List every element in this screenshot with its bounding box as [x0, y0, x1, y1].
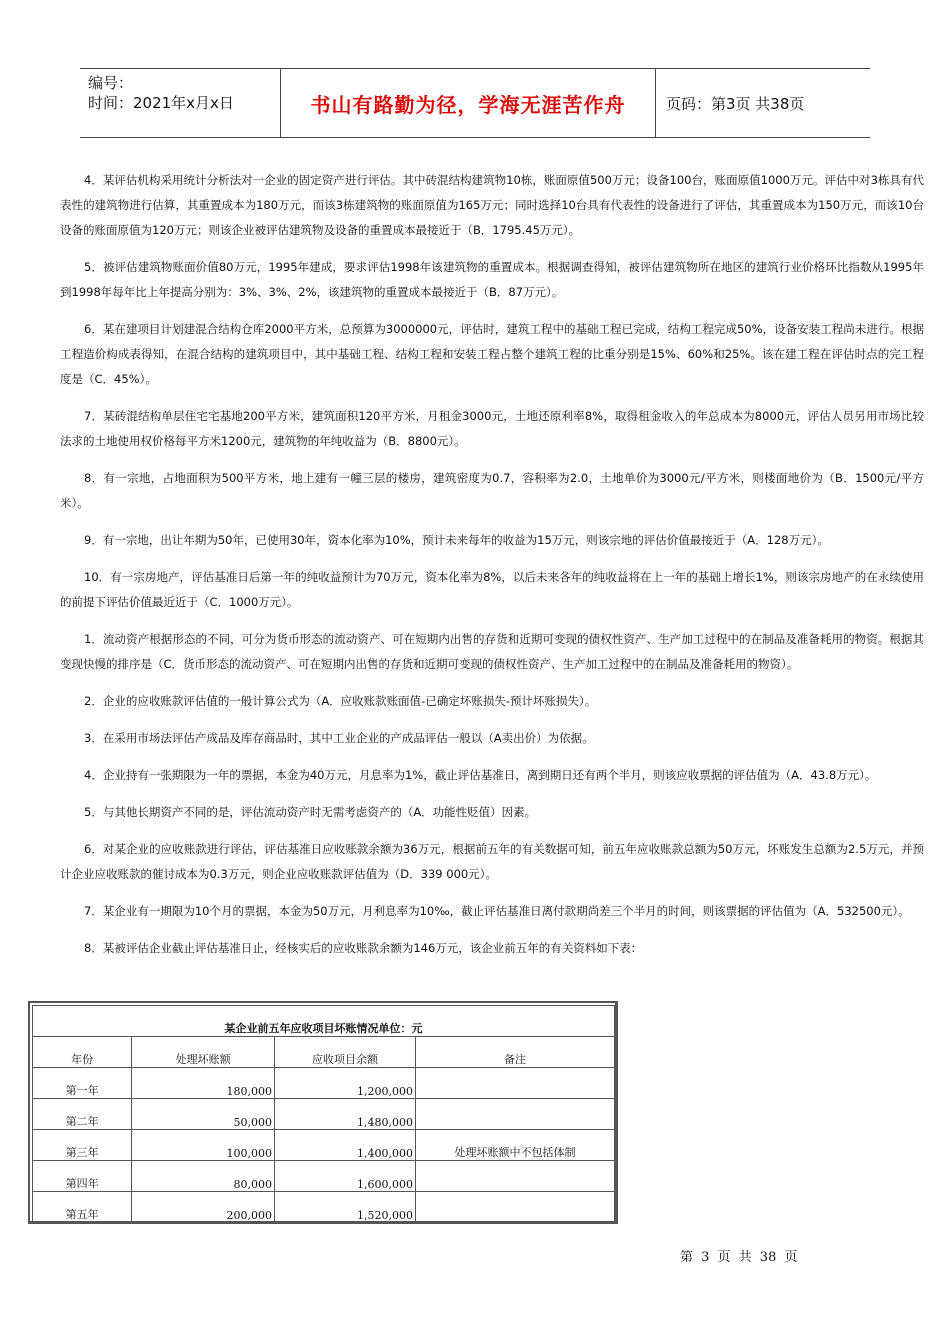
column-header: 应收项目余额 — [274, 1037, 415, 1068]
receivable-cell: 1,400,000 — [274, 1130, 415, 1161]
paragraph: 10．有一宗房地产，评估基准日后第一年的纯收益预计为70万元，资本化率为8%，以后未来各年的纯收益将在上一年的基础上增长1%，则该宗房地产的在永续使用的前提下评估价值最近近于（C．1000万元）。 — [60, 570, 924, 609]
table-row — [33, 1068, 615, 1099]
paragraph: 1．流动资产根据形态的不同，可分为货币形态的流动资产、可在短期内出售的存货和近期可变现的债权性资产、生产加工过程中的在制品及准备耗用的物资。根据其变现快慢的排序是（C．货币形态的流动资产、可在短期内出售的存货和近期可变现的债权性资产、生产加工过程中的在制品及准备耗用的物资）。 — [60, 632, 924, 671]
page-footer: 第 3 页 共 38 页 — [680, 1250, 798, 1265]
year-cell: 第五年 — [33, 1192, 132, 1223]
bad-debt-cell: 50,000 — [132, 1099, 275, 1130]
table-title-row — [33, 1006, 615, 1037]
table-header-row — [33, 1037, 615, 1068]
column-header: 处理坏账额 — [132, 1037, 275, 1068]
paragraph: 3．在采用市场法评估产成品及库存商品时，其中工业企业的产成品评估一般以（A卖出价）为依据。 — [84, 731, 594, 745]
bad-debt-cell: 200,000 — [132, 1192, 275, 1223]
year-cell: 第三年 — [33, 1130, 132, 1161]
time-label: 时间：2021年x月x日 — [88, 94, 234, 112]
bad-debt-table — [32, 1005, 615, 1223]
paragraph: 6．对某企业的应收账款进行评估，评估基准日应收账款余额为36万元，根据前五年的有关数据可知，前五年应收账款总额为50万元，坏账发生总额为2.5万元，并预计企业应收账款的催讨成本为0.3万元，则企业应收账款评估值为（D．339 000元）。 — [60, 842, 924, 881]
year-cell: 第一年 — [33, 1068, 132, 1099]
table-row — [33, 1130, 615, 1161]
number-label: 编号： — [88, 74, 134, 92]
paragraph: 2．企业的应收账款评估值的一般计算公式为（A．应收账款账面值-已确定坏账损失-预计坏账损失）。 — [84, 694, 597, 708]
column-header: 年份 — [33, 1037, 132, 1068]
table-title: 某企业前五年应收项目坏账情况单位：元 — [33, 1006, 615, 1037]
note-cell — [416, 1099, 615, 1130]
paragraph: 7．某砖混结构单层住宅宅基地200平方米，建筑面积120平方米，月租金3000元，土地还原利率8%，取得租金收入的年总成本为8000元，评估人员另用市场比较法求的土地使用权价格每平方米1200元，建筑物的年纯收益为（B．8800元）。 — [60, 409, 924, 448]
note-cell — [416, 1161, 615, 1192]
page-header — [80, 68, 870, 138]
note-cell: 处理坏账额中不包括体制 — [416, 1130, 615, 1161]
paragraph: 7．某企业有一期限为10个月的票据，本金为50万元，月利息率为10‰，截止评估基准日离付款期尚差三个半月的时间，则该票据的评估值为（A．532500元）。 — [84, 904, 910, 918]
paragraph: 6．某在建项目计划建混合结构仓库2000平方米，总预算为3000000元，评估时，建筑工程中的基础工程已完成，结构工程完成50%，设备安装工程尚未进行。根据工程造价构成表得知，在混合结构的建筑项目中，其中基础工程、结构工程和安装工程占整个建筑工程的比重分别是15%、60%和25%。该在建工程在评估时点的完工程度是（C．45%）。 — [60, 322, 924, 386]
paragraph: 8．有一宗地，占地面积为500平方米，地上建有一幢三层的楼房，建筑密度为0.7，容积率为2.0，土地单价为3000元/平方米，则楼面地价为（B．1500元/平方米）。 — [60, 471, 924, 510]
receivable-cell: 1,480,000 — [274, 1099, 415, 1130]
year-cell: 第二年 — [33, 1099, 132, 1130]
note-cell — [416, 1068, 615, 1099]
page-indicator: 页码：第3页 共38页 — [666, 94, 805, 113]
table-row — [33, 1161, 615, 1192]
receivable-cell: 1,520,000 — [274, 1192, 415, 1223]
column-header: 备注 — [416, 1037, 615, 1068]
year-cell: 第四年 — [33, 1161, 132, 1192]
bad-debt-cell: 100,000 — [132, 1130, 275, 1161]
note-cell — [416, 1192, 615, 1223]
header-info — [80, 69, 280, 137]
paragraph: 9．有一宗地，出让年期为50年，已使用30年，资本化率为10%，预计未来每年的收益为15万元，则该宗地的评估价值最接近于（A．128万元）。 — [84, 533, 829, 547]
receivable-cell: 1,600,000 — [274, 1161, 415, 1192]
table-row — [33, 1192, 615, 1223]
bad-debt-cell: 80,000 — [132, 1161, 275, 1192]
paragraph: 5．与其他长期资产不同的是，评估流动资产时无需考虑资产的（A．功能性贬值）因素。 — [84, 805, 537, 819]
paragraph: 8．某被评估企业截止评估基准日止，经核实后的应收账款余额为146万元，该企业前五年的有关资料如下表： — [84, 941, 643, 955]
bad-debt-cell: 180,000 — [132, 1068, 275, 1099]
document-body — [60, 168, 924, 973]
table-row — [33, 1099, 615, 1130]
bad-debt-table-frame — [28, 1001, 618, 1224]
motto: 书山有路勤为径，学海无涯苦作舟 — [280, 69, 656, 137]
paragraph: 5．被评估建筑物账面价值80万元，1995年建成，要求评估1998年该建筑物的重置成本。根据调查得知，被评估建筑物所在地区的建筑行业价格环比指数从1995年到1998年每年比上年提高分别为：3%、3%、2%，该建筑物的重置成本最接近于（B．87万元）。 — [60, 260, 924, 299]
receivable-cell: 1,200,000 — [274, 1068, 415, 1099]
paragraph: 4．企业持有一张期限为一年的票据，本金为40万元，月息率为1%，截止评估基准日，离到期日还有两个半月，则该应收票据的评估值为（A．43.8万元）。 — [84, 768, 877, 782]
paragraph: 4．某评估机构采用统计分析法对一企业的固定资产进行评估。其中砖混结构建筑物10栋，账面原值500万元；设备100台，账面原值1000万元。评估中对3栋具有代表性的建筑物进行估算，其重置成本为180万元，而该3栋建筑物的账面原值为165万元；同时选择10台具有代表性的设备进行了评估，其重置成本为150万元，而该10台设备的账面原值为120万元；则该企业被评估建筑物及设备的重置成本最接近于（B．1795.45万元）。 — [60, 173, 924, 237]
